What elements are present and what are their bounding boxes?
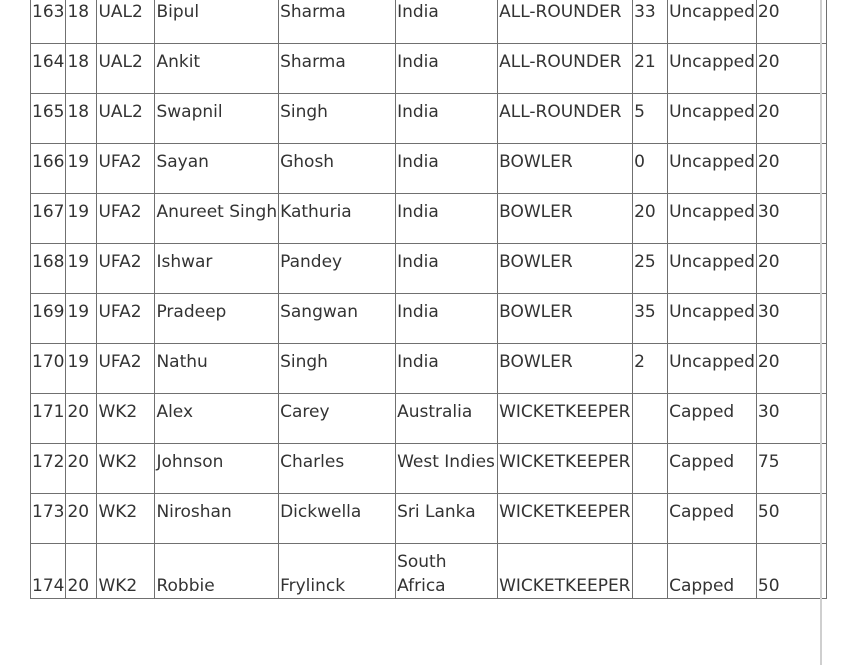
cell-set-no: 171 [31, 394, 66, 444]
table-row [31, 144, 827, 194]
cell-caps: 20 [633, 194, 668, 244]
cell-set-code: WK2 [97, 494, 155, 544]
cell-caps: 5 [633, 94, 668, 144]
cell-base-price: 50 [756, 494, 826, 544]
cell-set-no: 168 [31, 244, 66, 294]
cell-specialism: BOWLER [498, 344, 633, 394]
cell-set-no: 173 [31, 494, 66, 544]
player-auction-table [30, 0, 827, 599]
cell-set-seq: 20 [66, 394, 97, 444]
cell-base-price: 75 [756, 444, 826, 494]
cell-caps: 21 [633, 44, 668, 94]
cell-country: India [396, 344, 498, 394]
table-row [31, 544, 827, 599]
cell-capped-status: Capped [668, 444, 757, 494]
cell-capped-status: Uncapped [668, 344, 757, 394]
cell-base-price: 20 [756, 244, 826, 294]
cell-surname: Ghosh [279, 144, 396, 194]
cell-country: Australia [396, 394, 498, 444]
cell-first-name: Robbie [155, 544, 279, 599]
cell-set-seq: 20 [66, 444, 97, 494]
cell-capped-status: Uncapped [668, 94, 757, 144]
player-table-container [30, 0, 827, 599]
cell-specialism: ALL-ROUNDER [498, 94, 633, 144]
cell-specialism: ALL-ROUNDER [498, 44, 633, 94]
cell-first-name: Johnson [155, 444, 279, 494]
cell-surname: Charles [279, 444, 396, 494]
cell-set-code: UFA2 [97, 344, 155, 394]
cell-set-seq: 20 [66, 544, 97, 599]
cell-first-name: Bipul [155, 0, 279, 44]
cell-caps [633, 544, 668, 599]
cell-first-name: Nathu [155, 344, 279, 394]
cell-base-price: 50 [756, 544, 826, 599]
cell-first-name: Niroshan [155, 494, 279, 544]
cell-specialism: WICKETKEEPER [498, 444, 633, 494]
cell-specialism: BOWLER [498, 144, 633, 194]
cell-set-code: WK2 [97, 394, 155, 444]
cell-set-no: 174 [31, 544, 66, 599]
table-row [31, 194, 827, 244]
cell-country: India [396, 244, 498, 294]
cell-capped-status: Uncapped [668, 294, 757, 344]
cell-specialism: ALL-ROUNDER [498, 0, 633, 44]
cell-set-seq: 19 [66, 344, 97, 394]
cell-first-name: Ankit [155, 44, 279, 94]
cell-specialism: BOWLER [498, 194, 633, 244]
cell-set-no: 164 [31, 44, 66, 94]
table-row [31, 444, 827, 494]
cell-set-seq: 19 [66, 294, 97, 344]
cell-set-code: UFA2 [97, 194, 155, 244]
cell-specialism: WICKETKEEPER [498, 544, 633, 599]
cell-set-code: UFA2 [97, 144, 155, 194]
table-row [31, 294, 827, 344]
cell-caps [633, 394, 668, 444]
cell-caps [633, 444, 668, 494]
cell-base-price: 20 [756, 0, 826, 44]
cell-base-price: 30 [756, 294, 826, 344]
cell-caps: 25 [633, 244, 668, 294]
table-row [31, 394, 827, 444]
cell-set-no: 170 [31, 344, 66, 394]
cell-capped-status: Uncapped [668, 144, 757, 194]
table-row [31, 0, 827, 44]
cell-surname: Sharma [279, 44, 396, 94]
cell-country: India [396, 144, 498, 194]
cell-set-no: 165 [31, 94, 66, 144]
cell-surname: Singh [279, 344, 396, 394]
table-row [31, 494, 827, 544]
cell-capped-status: Capped [668, 394, 757, 444]
cell-set-no: 163 [31, 0, 66, 44]
cell-surname: Kathuria [279, 194, 396, 244]
cell-set-seq: 19 [66, 144, 97, 194]
cell-surname: Carey [279, 394, 396, 444]
cell-surname: Pandey [279, 244, 396, 294]
cell-caps [633, 494, 668, 544]
cell-first-name: Alex [155, 394, 279, 444]
cell-set-seq: 18 [66, 0, 97, 44]
cell-set-no: 172 [31, 444, 66, 494]
cell-caps: 35 [633, 294, 668, 344]
cell-set-seq: 20 [66, 494, 97, 544]
cell-capped-status: Uncapped [668, 194, 757, 244]
cell-set-code: UFA2 [97, 294, 155, 344]
cell-capped-status: Capped [668, 494, 757, 544]
cell-set-code: UFA2 [97, 244, 155, 294]
cell-set-no: 169 [31, 294, 66, 344]
cell-base-price: 20 [756, 44, 826, 94]
page-frame-edge [820, 0, 822, 665]
cell-set-code: UAL2 [97, 44, 155, 94]
cell-first-name: Sayan [155, 144, 279, 194]
cell-specialism: BOWLER [498, 244, 633, 294]
cell-country: India [396, 194, 498, 244]
cell-first-name: Swapnil [155, 94, 279, 144]
cell-set-seq: 18 [66, 94, 97, 144]
table-row [31, 244, 827, 294]
cell-set-no: 166 [31, 144, 66, 194]
cell-caps: 33 [633, 0, 668, 44]
table-row [31, 344, 827, 394]
cell-country: India [396, 94, 498, 144]
cell-specialism: WICKETKEEPER [498, 494, 633, 544]
cell-country: West Indies [396, 444, 498, 494]
cell-country: India [396, 294, 498, 344]
cell-country: India [396, 44, 498, 94]
cell-capped-status: Uncapped [668, 44, 757, 94]
cell-specialism: BOWLER [498, 294, 633, 344]
table-row [31, 44, 827, 94]
cell-surname: Frylinck [279, 544, 396, 599]
cell-set-code: WK2 [97, 544, 155, 599]
table-row [31, 94, 827, 144]
cell-capped-status: Capped [668, 544, 757, 599]
cell-surname: Sangwan [279, 294, 396, 344]
cell-set-seq: 19 [66, 194, 97, 244]
cell-surname: Dickwella [279, 494, 396, 544]
cell-surname: Sharma [279, 0, 396, 44]
cell-caps: 2 [633, 344, 668, 394]
cell-base-price: 20 [756, 94, 826, 144]
cell-set-no: 167 [31, 194, 66, 244]
cell-base-price: 30 [756, 194, 826, 244]
cell-capped-status: Uncapped [668, 0, 757, 44]
cell-base-price: 30 [756, 394, 826, 444]
cell-surname: Singh [279, 94, 396, 144]
cell-first-name: Anureet Singh [155, 194, 279, 244]
cell-capped-status: Uncapped [668, 244, 757, 294]
cell-base-price: 20 [756, 144, 826, 194]
cell-first-name: Ishwar [155, 244, 279, 294]
cell-set-code: WK2 [97, 444, 155, 494]
cell-country: Sri Lanka [396, 494, 498, 544]
cell-base-price: 20 [756, 344, 826, 394]
cell-country: South Africa [396, 544, 498, 599]
cell-set-code: UAL2 [97, 0, 155, 44]
cell-set-seq: 19 [66, 244, 97, 294]
cell-country: India [396, 0, 498, 44]
cell-first-name: Pradeep [155, 294, 279, 344]
cell-caps: 0 [633, 144, 668, 194]
cell-set-code: UAL2 [97, 94, 155, 144]
cell-set-seq: 18 [66, 44, 97, 94]
cell-specialism: WICKETKEEPER [498, 394, 633, 444]
